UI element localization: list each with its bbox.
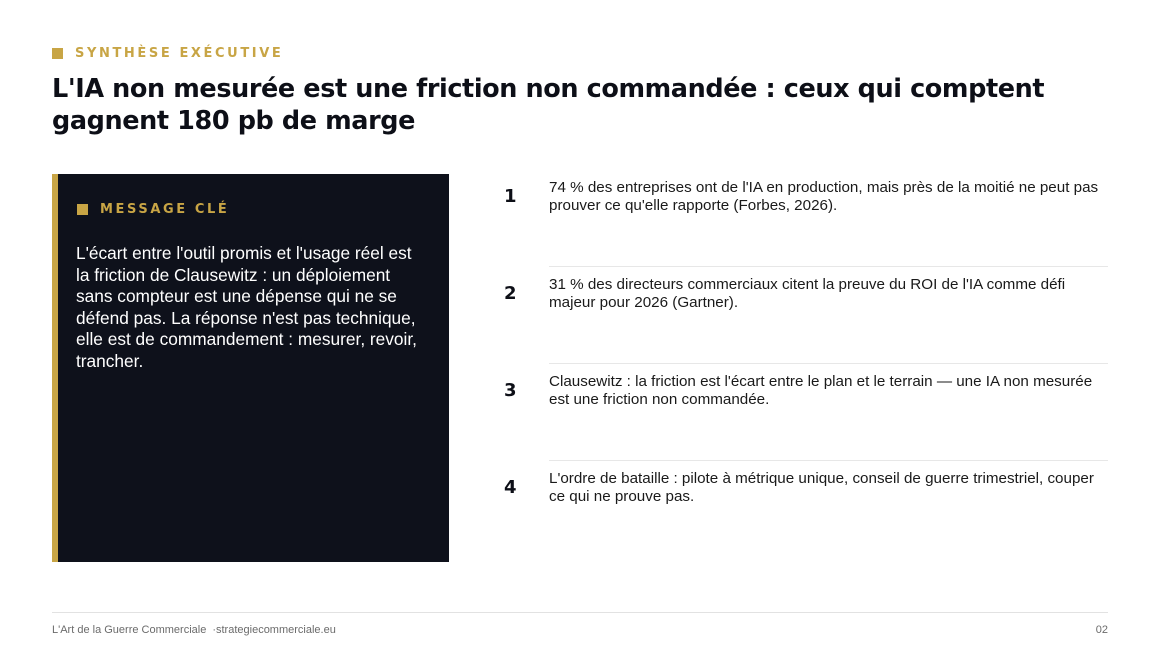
point-number: 1 bbox=[504, 186, 517, 207]
list-item bbox=[502, 170, 1108, 267]
footer-brand: L'Art de la Guerre Commerciale bbox=[52, 624, 207, 636]
point-text: L'ordre de bataille : pilote à métrique unique, conseil de guerre trimestriel, couper ce qui ne prouve pas. bbox=[549, 470, 1094, 505]
list-item bbox=[502, 461, 1108, 558]
point-number: 4 bbox=[504, 477, 517, 498]
eyebrow-label: SYNTHÈSE EXÉCUTIVE bbox=[75, 46, 284, 61]
footer-site-link[interactable]: strategiecommerciale.eu bbox=[216, 624, 336, 636]
point-text: 74 % des entreprises ont de l'IA en production, mais près de la moitié ne peut pas prouver ce qu'elle rapporte (Forbes, 2026). bbox=[549, 179, 1099, 214]
card-accent-bar bbox=[52, 174, 58, 562]
key-message-body: L'écart entre l'outil promis et l'usage réel est la friction de Clausewitz : un déploiement sans compteur est une dépense qui ne se défend pas. La réponse n'est pas technique, elle est de commandement : mesurer, revoir, trancher. bbox=[76, 243, 417, 371]
footer-left bbox=[52, 624, 336, 636]
footer-divider bbox=[52, 612, 1108, 613]
key-message-card bbox=[52, 174, 449, 562]
point-text: 31 % des directeurs commerciaux citent la preuve du ROI de l'IA comme défi majeur pour 2026 (Gartner). bbox=[549, 276, 1066, 311]
page-title: L'IA non mesurée est une friction non commandée : ceux qui comptent gagnent 180 pb de marge bbox=[52, 74, 1045, 136]
point-number: 3 bbox=[504, 380, 517, 401]
key-message-header bbox=[77, 202, 229, 217]
point-number: 2 bbox=[504, 283, 517, 304]
footer-separator: · bbox=[212, 624, 216, 636]
eyebrow-square-icon bbox=[52, 48, 63, 59]
list-item bbox=[502, 364, 1108, 461]
point-text: Clausewitz : la friction est l'écart entre le plan et le terrain — une IA non mesurée est une friction non commandée. bbox=[549, 373, 1093, 408]
key-points-list bbox=[502, 170, 1108, 558]
footer bbox=[52, 624, 1108, 636]
section-eyebrow bbox=[52, 46, 283, 61]
list-item bbox=[502, 267, 1108, 364]
page-number: 02 bbox=[1095, 624, 1108, 636]
key-message-square-icon bbox=[77, 204, 88, 215]
key-message-label: MESSAGE CLÉ bbox=[100, 202, 230, 217]
